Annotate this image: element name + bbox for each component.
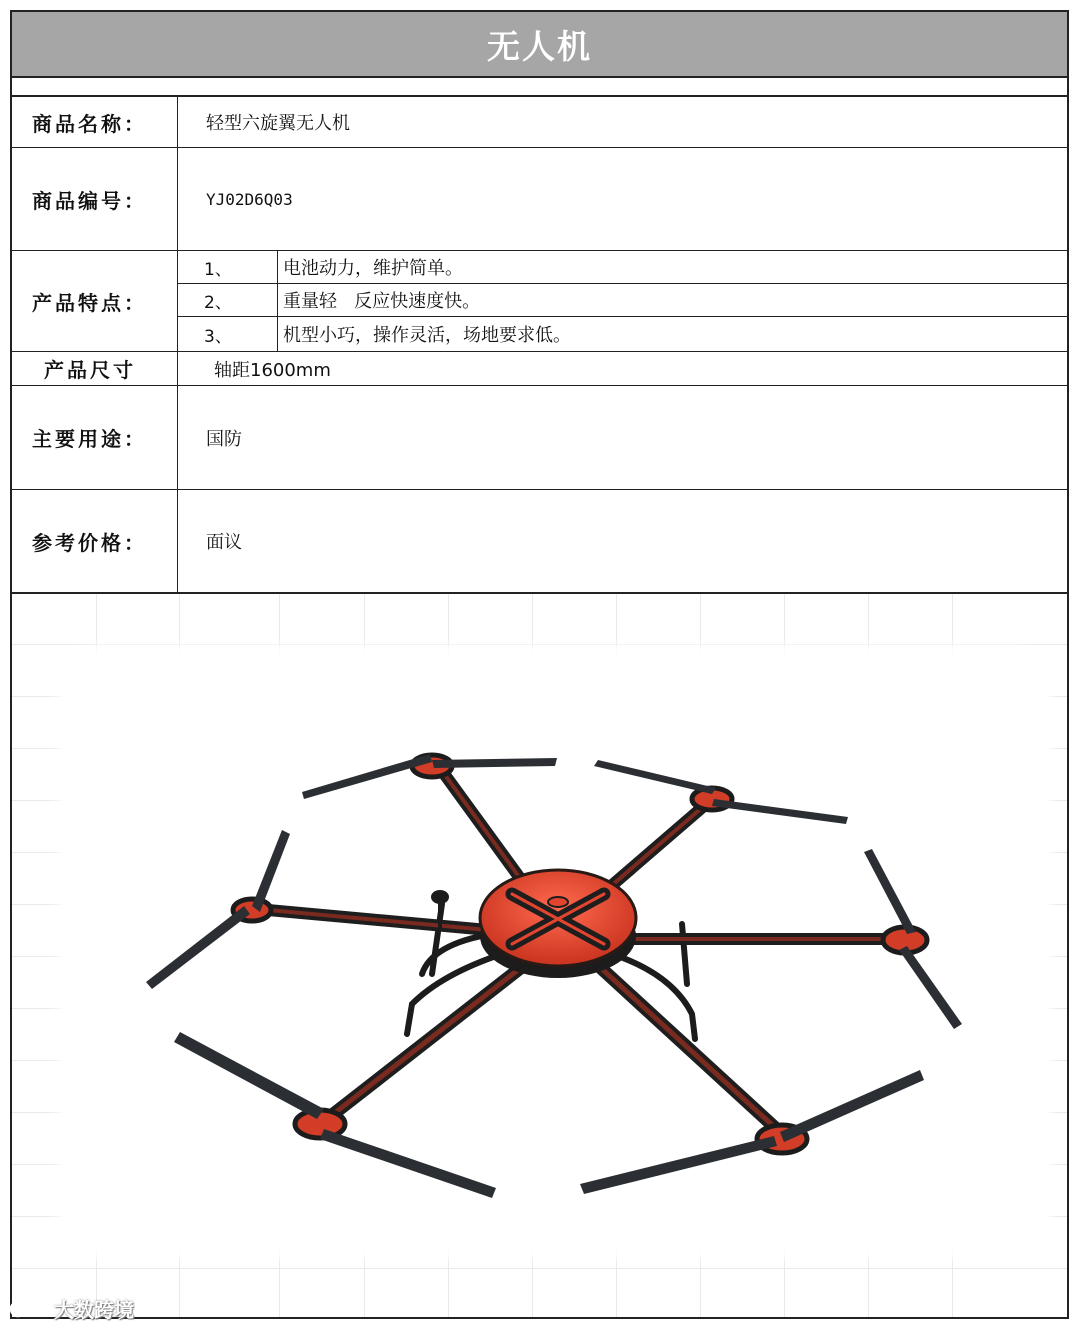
- usage-value: 国防: [206, 428, 242, 450]
- drone-hub: [480, 870, 636, 978]
- product-name-value: 轻型六旋翼无人机: [206, 113, 350, 134]
- page-title: 无人机: [487, 26, 592, 66]
- feature-item: [178, 317, 1069, 351]
- title-bar: [10, 10, 1069, 78]
- price-label: 参考价格：: [10, 490, 178, 592]
- size-label: 产品尺寸: [10, 352, 178, 385]
- features-label: 产品特点：: [10, 251, 178, 351]
- row-size: [10, 352, 1069, 386]
- row-features: [10, 251, 1069, 352]
- product-code-value: YJ02D6Q03: [206, 189, 293, 209]
- feature-number: 2、: [178, 284, 278, 316]
- feature-item: [178, 251, 1069, 284]
- row-product-code: [10, 148, 1069, 251]
- product-code-label: 商品编号：: [10, 148, 178, 250]
- usage-label: 主要用途：: [10, 386, 178, 489]
- price-value: 面议: [206, 532, 242, 553]
- feature-number: 1、: [178, 251, 278, 283]
- watermark-text: 大数跨境: [54, 1298, 134, 1322]
- product-image-area: [12, 594, 1067, 1317]
- row-price: [10, 490, 1069, 594]
- watermark-logo-icon: [8, 1299, 48, 1319]
- feature-number: 3、: [178, 317, 278, 351]
- row-product-name: [10, 95, 1069, 148]
- drone-image: [12, 594, 1067, 1317]
- feature-item: [178, 284, 1069, 317]
- product-name-label: 商品名称：: [10, 97, 178, 147]
- feature-text: 机型小巧，操作灵活，场地要求低。: [283, 325, 571, 346]
- feature-text: 电池动力，维护简单。: [283, 258, 463, 279]
- watermark: [8, 1294, 134, 1323]
- row-usage: [10, 386, 1069, 490]
- size-value: 轴距1600mm: [214, 359, 331, 381]
- feature-text: 重量轻 反应快速度快。: [283, 291, 481, 312]
